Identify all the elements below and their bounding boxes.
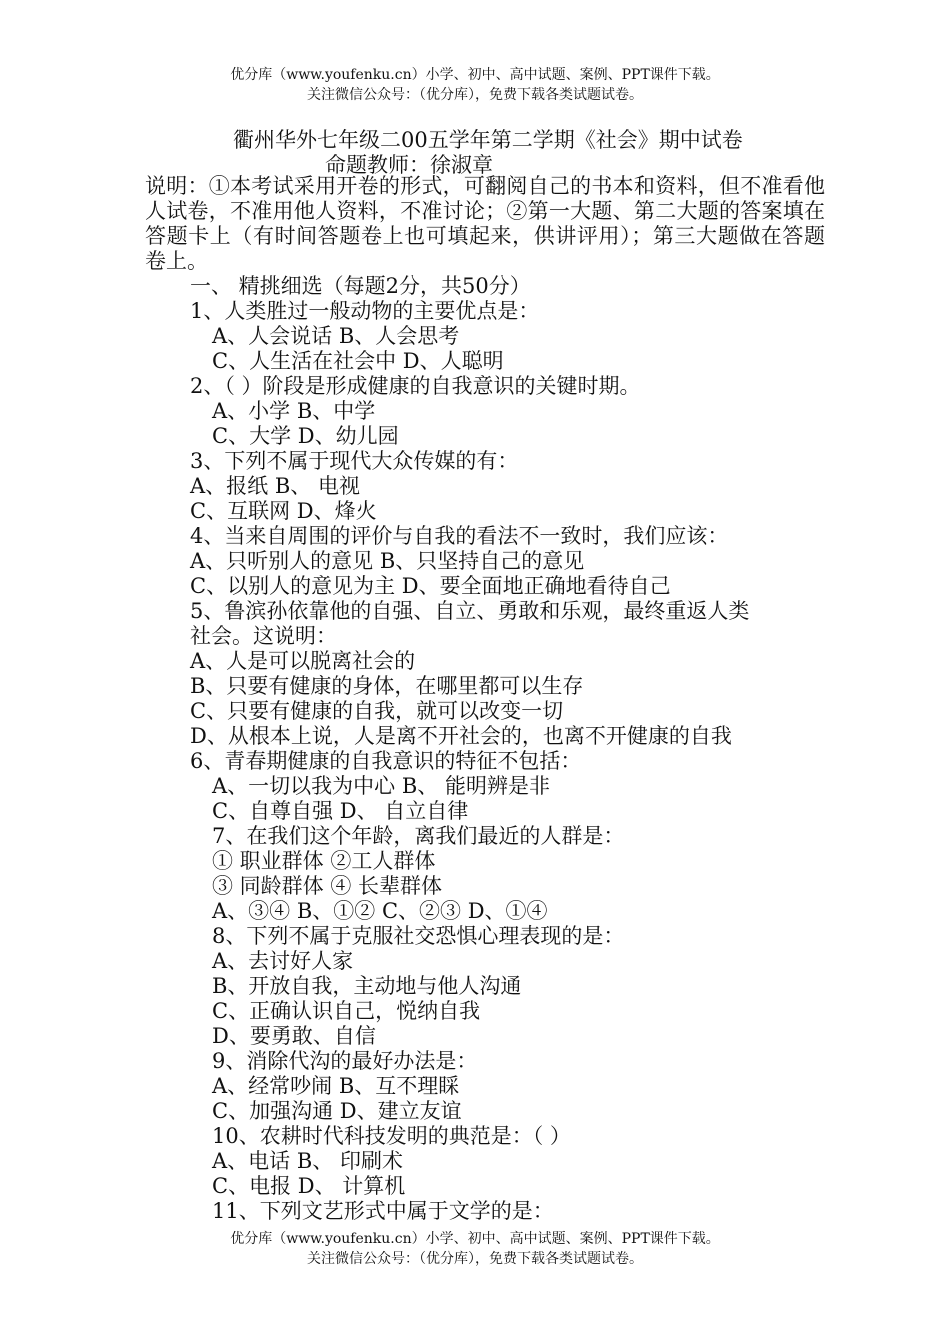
question-line: 4、当来自周围的评价与自我的看法不一致时，我们应该： xyxy=(190,524,729,548)
option-line: A、③④ B、①② C、②③ D、①④ xyxy=(212,899,548,923)
option-line: C、只要有健康的自我，就可以改变一切 xyxy=(190,699,564,723)
question-line: 2、（ ）阶段是形成健康的自我意识的关键时期。 xyxy=(190,374,641,398)
question-line: 10、农耕时代科技发明的典范是：（ ） xyxy=(212,1124,571,1148)
option-line: A、经常吵闹 B、互不理睬 xyxy=(212,1074,460,1098)
question-line: 3、下列不属于现代大众传媒的有： xyxy=(190,449,519,473)
header-line-1: 优分库（www.youfenku.cn）小学、初中、高中试题、案例、PPT课件下载。 xyxy=(230,67,720,83)
option-line: A、一切以我为中心 B、 能明辨是非 xyxy=(212,774,550,798)
option-line: B、只要有健康的身体，在哪里都可以生存 xyxy=(190,674,584,698)
question-line: 7、在我们这个年龄，离我们最近的人群是： xyxy=(212,824,625,848)
option-line: ③ 同龄群体 ④ 长辈群体 xyxy=(212,874,443,898)
question-line: 1、人类胜过一般动物的主要优点是： xyxy=(190,299,540,323)
question-line: 11、下列文艺形式中属于文学的是： xyxy=(212,1199,554,1223)
option-line: C、自尊自强 D、 自立自律 xyxy=(212,799,469,823)
option-line: C、互联网 D、烽火 xyxy=(190,499,377,523)
option-line: A、只听别人的意见 B、只坚持自己的意见 xyxy=(190,549,585,573)
question-line: 社会。这说明： xyxy=(190,624,337,648)
option-line: C、加强沟通 D、建立友谊 xyxy=(212,1099,462,1123)
option-line: C、以别人的意见为主 D、要全面地正确地看待自己 xyxy=(190,574,671,598)
footer-line-1: 优分库（www.youfenku.cn）小学、初中、高中试题、案例、PPT课件下载。 xyxy=(230,1231,720,1247)
exam-title: 衢州华外七年级二00五学年第二学期《社会》期中试卷 xyxy=(233,128,743,152)
option-line: A、去讨好人家 xyxy=(212,949,354,973)
option-line: A、小学 B、中学 xyxy=(212,399,376,423)
option-line: A、人是可以脱离社会的 xyxy=(190,649,416,673)
option-line: C、正确认识自己，悦纳自我 xyxy=(212,999,481,1023)
option-line: B、开放自我，主动地与他人沟通 xyxy=(212,974,522,998)
footer-line-2: 关注微信公众号：（优分库），免费下载各类试题试卷。 xyxy=(307,1251,643,1267)
question-line: 6、青春期健康的自我意识的特征不包括： xyxy=(190,749,582,773)
question-line: 9、消除代沟的最好办法是： xyxy=(212,1049,478,1073)
question-line: 8、下列不属于克服社交恐惧心理表现的是： xyxy=(212,924,625,948)
option-line: D、从根本上说，人是离不开社会的，也离不开健康的自我 xyxy=(190,724,732,748)
option-line: C、人生活在社会中 D、人聪明 xyxy=(212,349,504,373)
section-heading: 一、 精挑细选（每题2分，共50分） xyxy=(190,274,531,298)
option-line: C、大学 D、幼儿园 xyxy=(212,424,399,448)
option-line: A、人会说话 B、人会思考 xyxy=(212,324,460,348)
option-line: ① 职业群体 ②工人群体 xyxy=(212,849,436,873)
header-line-2: 关注微信公众号：（优分库），免费下载各类试题试卷。 xyxy=(307,87,643,103)
option-line: C、电报 D、 计算机 xyxy=(212,1174,406,1198)
option-line: D、要勇敢、自信 xyxy=(212,1024,376,1048)
exam-teacher: 命题教师：徐淑章 xyxy=(325,153,493,177)
exam-instructions: 说明：①本考试采用开卷的形式，可翻阅自己的书本和资料，但不准看他人试卷，不准用他人资料，不准讨论；②第一大题、第二大题的答案填在答题卡上（有时间答题卷上也可填起来，供讲评用）；第三大题做在答题卷上。 xyxy=(145,174,825,273)
option-line: A、电话 B、 印刷术 xyxy=(212,1149,403,1173)
question-line: 5、鲁滨孙依靠他的自强、自立、勇敢和乐观，最终重返人类 xyxy=(190,599,750,623)
option-line: A、报纸 B、 电视 xyxy=(190,474,360,498)
